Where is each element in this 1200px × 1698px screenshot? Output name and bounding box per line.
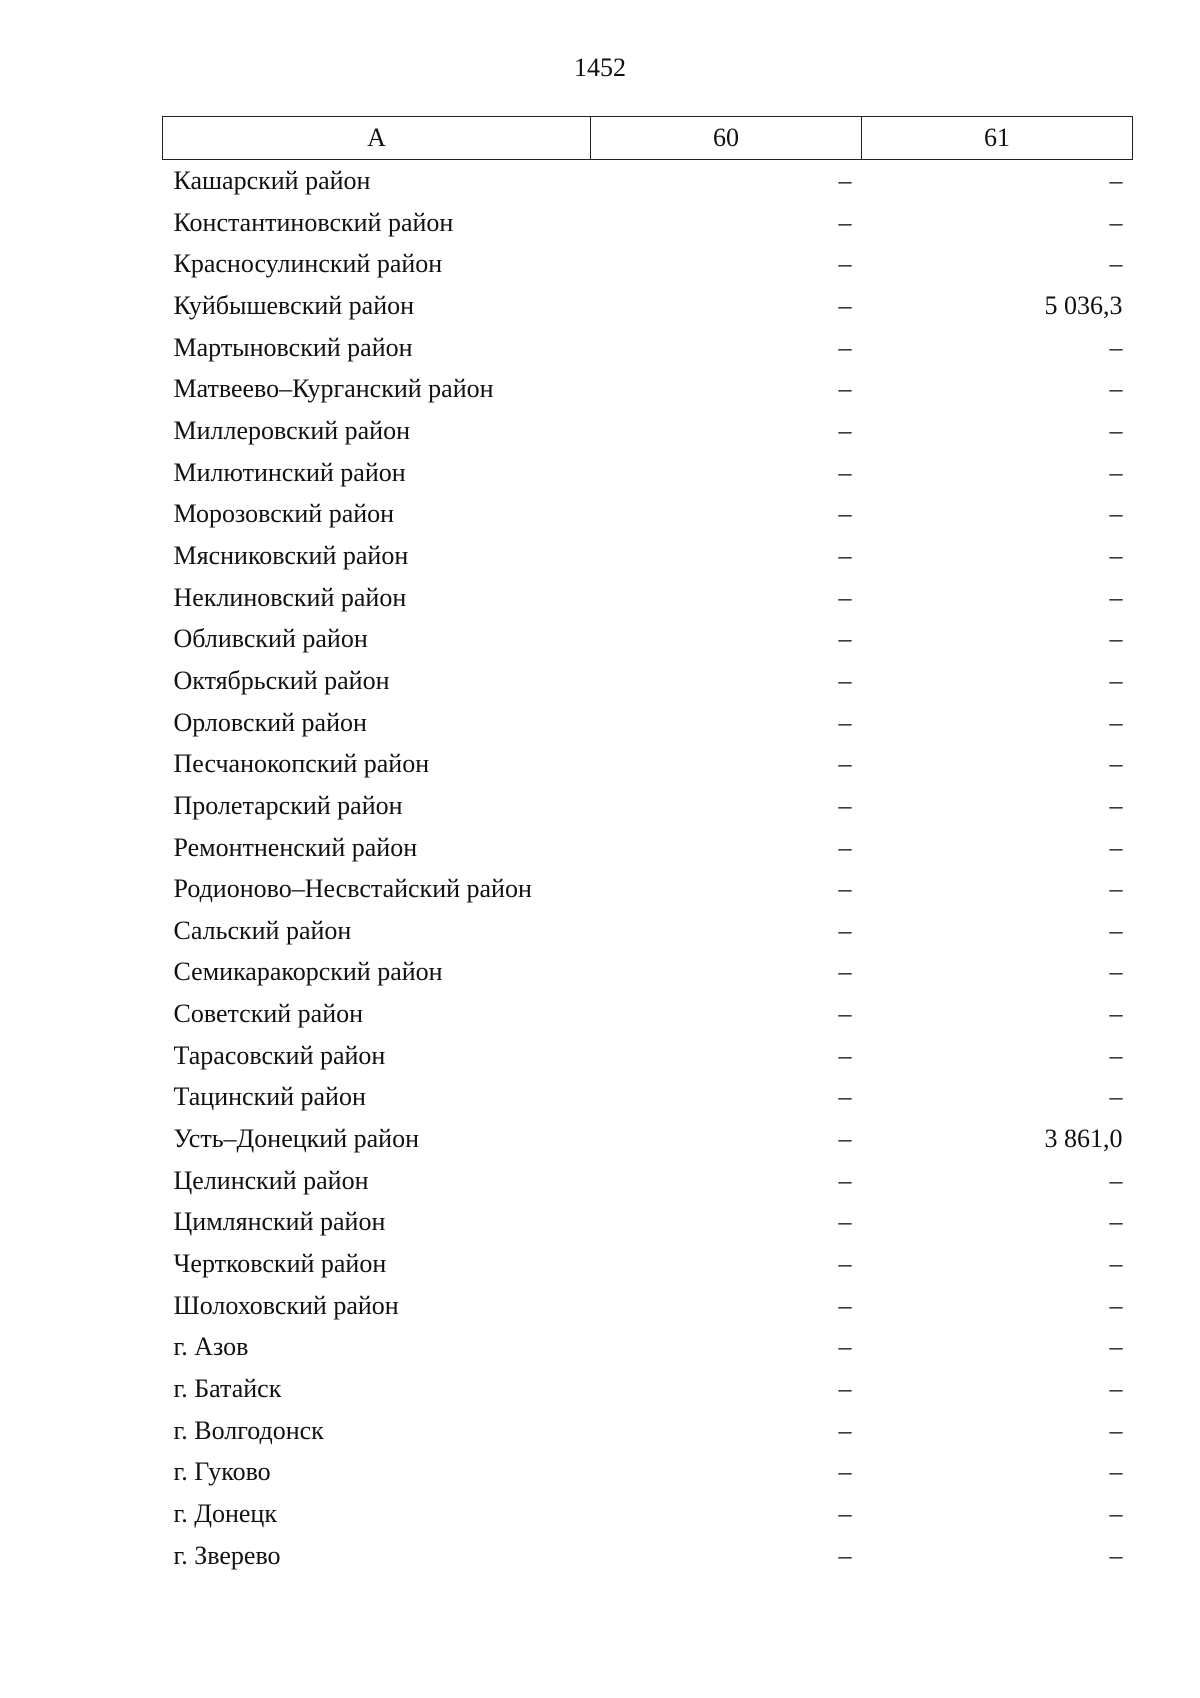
region-name-cell: Морозовский район (173, 499, 395, 529)
table-row (163, 493, 1133, 535)
table-row (163, 368, 1133, 410)
value-61-cell: – (1109, 540, 1123, 570)
table-row (163, 827, 1133, 869)
value-60-cell: – (838, 999, 852, 1029)
value-60-cell: – (838, 166, 852, 195)
value-60-cell: – (838, 1374, 852, 1404)
page-number: 1452 (574, 53, 626, 82)
value-61-cell: – (1109, 1290, 1123, 1320)
table-body (163, 160, 1133, 1577)
value-60-cell: – (838, 290, 852, 320)
value-61-cell: – (1109, 1499, 1123, 1528)
value-60-cell: – (838, 1082, 852, 1112)
value-61-cell: – (1109, 374, 1123, 404)
region-name-cell: Шолоховский район (173, 1290, 399, 1320)
table-row (163, 160, 1133, 202)
region-name-cell: г. Зверево (173, 1540, 281, 1570)
value-60-cell: – (838, 1332, 852, 1362)
value-60-cell: – (838, 540, 852, 570)
value-60-cell: – (838, 1249, 852, 1279)
region-name-cell: Родионово–Несвстайский район (173, 874, 532, 904)
region-name-cell: Усть–Донецкий район (173, 1124, 419, 1154)
value-60-cell: – (838, 1457, 852, 1487)
region-name-cell: Октябрьский район (173, 665, 390, 695)
value-60-cell: – (838, 332, 852, 362)
value-61-cell: – (1109, 1165, 1123, 1195)
table-row (163, 618, 1133, 660)
region-name-cell: Мартыновский район (173, 332, 413, 362)
value-60-cell: – (838, 499, 852, 529)
table-row (163, 1368, 1133, 1410)
region-name-cell: Матвеево–Курганский район (173, 374, 494, 404)
value-60-cell: – (838, 707, 852, 737)
value-61-cell: – (1109, 999, 1123, 1029)
value-61-cell: – (1109, 874, 1123, 904)
region-name-cell: Цимлянский район (173, 1207, 386, 1237)
value-60-cell: – (838, 1207, 852, 1237)
value-60-cell: – (838, 1499, 852, 1528)
table-row (163, 1326, 1133, 1368)
table-row (163, 868, 1133, 910)
table-row (163, 410, 1133, 452)
table-row (163, 993, 1133, 1035)
value-60-cell: – (838, 1165, 852, 1195)
value-61-cell: – (1109, 707, 1123, 737)
region-name-cell: Пролетарский район (173, 790, 403, 820)
value-61-cell: – (1109, 1332, 1123, 1362)
value-60-cell: – (838, 582, 852, 612)
value-60-cell: – (838, 1540, 852, 1570)
value-60-cell: – (838, 665, 852, 695)
value-61-cell: – (1109, 1082, 1123, 1112)
value-60-cell: – (838, 1415, 852, 1445)
value-60-cell: – (838, 1290, 852, 1320)
value-61-cell: – (1109, 415, 1123, 445)
value-61-cell: – (1109, 957, 1123, 987)
region-name-cell: Милютинский район (173, 457, 406, 487)
value-61-cell: – (1109, 332, 1123, 362)
value-61-cell: – (1109, 166, 1123, 195)
value-60-cell: – (838, 374, 852, 404)
region-name-cell: Советский район (173, 999, 364, 1029)
table-row (163, 951, 1133, 993)
value-60-cell: – (838, 624, 852, 654)
region-name-cell: Целинский район (173, 1165, 369, 1195)
table-row (163, 743, 1133, 785)
table-row (163, 202, 1133, 244)
region-name-cell: Песчанокопский район (173, 749, 430, 779)
table-row (163, 535, 1133, 577)
table-header-row (163, 117, 1133, 160)
column-header-61: 61 (862, 117, 1133, 160)
region-name-cell: Обливский район (173, 624, 368, 654)
region-name-cell: Тацинский район (173, 1082, 366, 1112)
region-name-cell: Орловский район (173, 707, 367, 737)
value-60-cell: – (838, 957, 852, 987)
value-61-cell: – (1109, 207, 1123, 237)
value-61-cell: – (1109, 832, 1123, 862)
table-row (163, 1451, 1133, 1493)
table-row (163, 1493, 1133, 1535)
value-61-cell: – (1109, 1415, 1123, 1445)
value-60-cell: – (838, 207, 852, 237)
table-row (163, 285, 1133, 327)
region-name-cell: Семикаракорский район (173, 957, 443, 987)
value-61-cell: – (1109, 249, 1123, 279)
value-61-cell: 3 861,0 (1044, 1124, 1123, 1154)
region-name-cell: Мясниковский район (173, 540, 409, 570)
region-name-cell: г. Волгодонск (173, 1415, 324, 1445)
table-row (163, 243, 1133, 285)
region-name-cell: Ремонтненский район (173, 832, 418, 862)
table-row (163, 702, 1133, 744)
region-name-cell: Константиновский район (173, 207, 454, 237)
region-name-cell: Тарасовский район (173, 1040, 386, 1070)
value-61-cell: – (1109, 1249, 1123, 1279)
value-60-cell: – (838, 415, 852, 445)
table-row (163, 1410, 1133, 1452)
value-60-cell: – (838, 1040, 852, 1070)
table-row (163, 910, 1133, 952)
value-61-cell: – (1109, 499, 1123, 529)
value-61-cell: – (1109, 582, 1123, 612)
value-61-cell: – (1109, 1207, 1123, 1237)
value-61-cell: – (1109, 1040, 1123, 1070)
table-row (163, 1243, 1133, 1285)
table-row (163, 1076, 1133, 1118)
value-61-cell: – (1109, 749, 1123, 779)
value-60-cell: – (838, 249, 852, 279)
value-61-cell: – (1109, 624, 1123, 654)
column-header-60: 60 (591, 117, 862, 160)
table-row (163, 1201, 1133, 1243)
value-61-cell: 5 036,3 (1044, 290, 1123, 320)
value-60-cell: – (838, 874, 852, 904)
region-name-cell: г. Батайск (173, 1374, 282, 1404)
table-row (163, 577, 1133, 619)
value-61-cell: – (1109, 1374, 1123, 1404)
region-name-cell: Красносулинский район (173, 249, 443, 279)
value-61-cell: – (1109, 457, 1123, 487)
region-name-cell: Неклиновский район (173, 582, 407, 612)
region-name-cell: Куйбышевский район (173, 290, 415, 320)
value-61-cell: – (1109, 1540, 1123, 1570)
table-row (163, 1285, 1133, 1327)
table-row (163, 1160, 1133, 1202)
value-60-cell: – (838, 832, 852, 862)
value-61-cell: – (1109, 915, 1123, 945)
value-61-cell: – (1109, 665, 1123, 695)
data-table (162, 116, 1133, 1576)
region-name-cell: г. Азов (173, 1332, 249, 1362)
region-name-cell: Сальский район (173, 915, 352, 945)
column-header-a: А (163, 117, 591, 160)
value-60-cell: – (838, 915, 852, 945)
table-row (163, 1035, 1133, 1077)
value-60-cell: – (838, 749, 852, 779)
table-row (163, 452, 1133, 494)
region-name-cell: Чертковский район (173, 1249, 387, 1279)
table-row (163, 660, 1133, 702)
region-name-cell: Кашарский район (173, 166, 371, 195)
table-row (163, 785, 1133, 827)
table-header (163, 117, 1133, 160)
value-60-cell: – (838, 790, 852, 820)
value-61-cell: – (1109, 790, 1123, 820)
region-name-cell: г. Донецк (173, 1499, 277, 1528)
value-60-cell: – (838, 1124, 852, 1154)
table-row (163, 327, 1133, 369)
region-name-cell: Миллеровский район (173, 415, 411, 445)
region-name-cell: г. Гуково (173, 1457, 271, 1487)
table-row (163, 1118, 1133, 1160)
value-61-cell: – (1109, 1457, 1123, 1487)
value-60-cell: – (838, 457, 852, 487)
table-row (163, 1535, 1133, 1577)
